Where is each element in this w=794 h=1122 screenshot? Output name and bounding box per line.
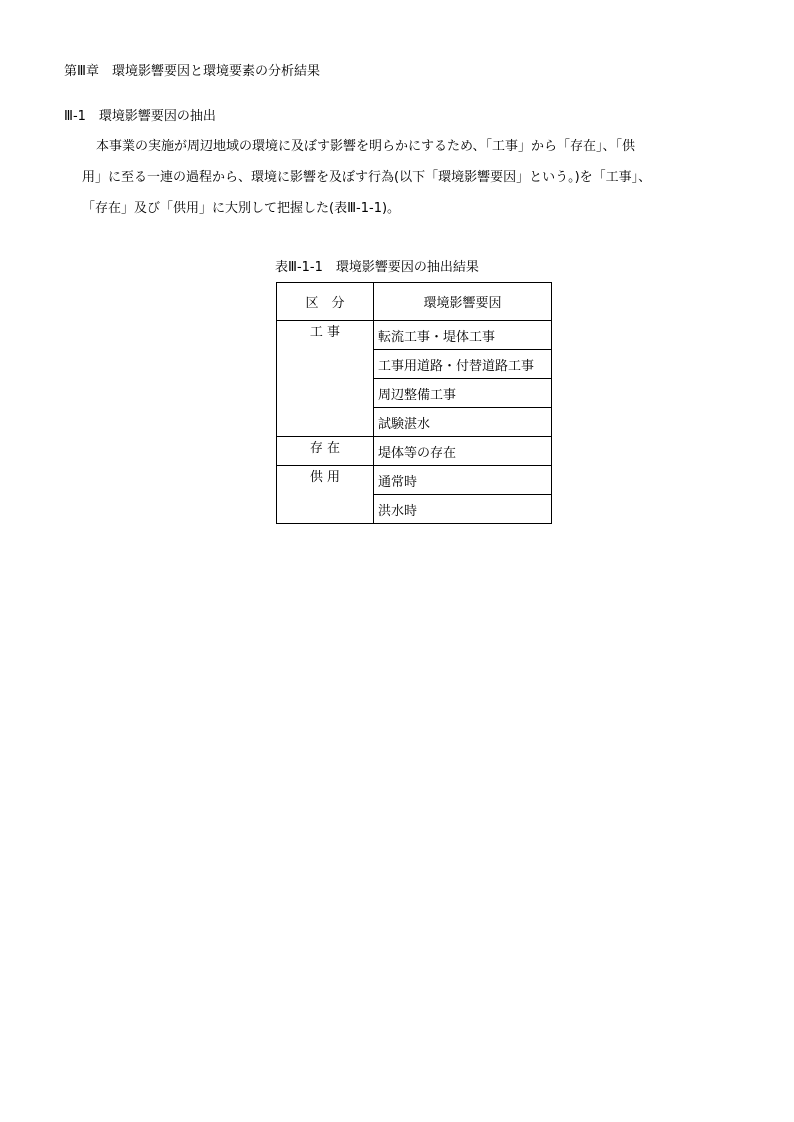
category-existence: 存 在 (277, 437, 374, 466)
table-header-row (277, 283, 552, 321)
chapter-title: 第Ⅲ章 環境影響要因と環境要素の分析結果 (64, 64, 320, 79)
factor-cell: 堤体等の存在 (374, 437, 552, 466)
header-category: 区 分 (277, 283, 374, 321)
factor-cell: 工事用道路・付替道路工事 (374, 350, 552, 379)
category-construction: 工 事 (277, 321, 374, 437)
paragraph-line-3: 「存在」及び「供用」に大別して把握した(表Ⅲ-1-1)。 (82, 201, 401, 216)
paragraph-line-1: 本事業の実施が周辺地域の環境に及ぼす影響を明らかにするため、「工事」から「存在」、「供 (96, 139, 635, 154)
environmental-factor-table (276, 282, 552, 524)
factor-cell: 転流工事・堤体工事 (374, 321, 552, 350)
section-title: Ⅲ-1 環境影響要因の抽出 (64, 109, 216, 124)
table-row (277, 466, 552, 495)
factor-cell: 通常時 (374, 466, 552, 495)
paragraph-line-2: 用」に至る一連の過程から、環境に影響を及ぼす行為(以下「環境影響要因」という。)を「工事」、 (82, 170, 652, 185)
table-row (277, 321, 552, 350)
factor-cell: 洪水時 (374, 495, 552, 524)
factor-cell: 試験湛水 (374, 408, 552, 437)
factor-cell: 周辺整備工事 (374, 379, 552, 408)
table-caption: 表Ⅲ-1-1 環境影響要因の抽出結果 (275, 260, 479, 275)
header-factor: 環境影響要因 (374, 283, 552, 321)
category-operation: 供 用 (277, 466, 374, 524)
table-row (277, 437, 552, 466)
